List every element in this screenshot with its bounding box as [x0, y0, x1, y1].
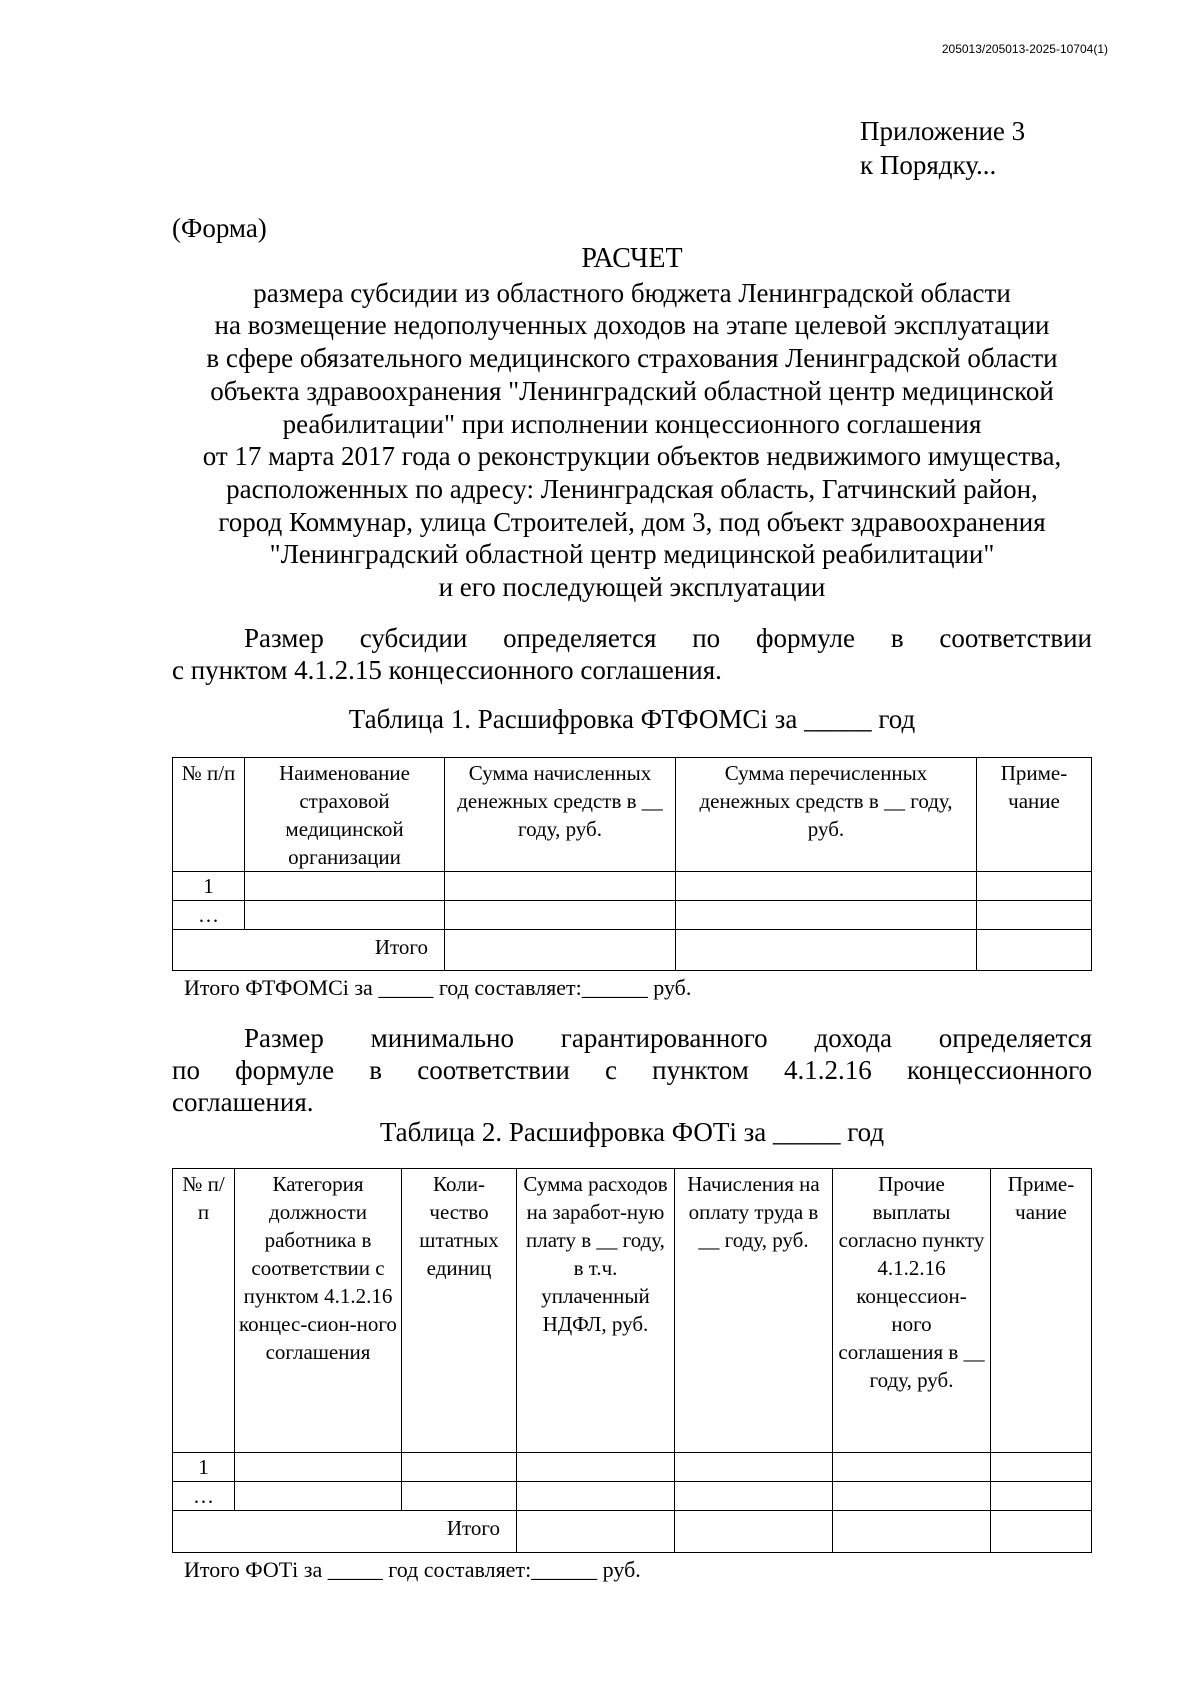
ftfoms-total-line: Итого ФТФОМСi за _____ год составляет:______ руб.	[184, 975, 692, 1000]
cell	[517, 1482, 675, 1511]
cell	[833, 1482, 991, 1511]
cell	[991, 1482, 1092, 1511]
document-id: 205013/205013-2025-10704(1)	[941, 42, 1108, 56]
header-num: № п/п	[173, 1169, 235, 1453]
header-staff-count: Коли-чество штатных единиц	[402, 1169, 517, 1453]
cell	[977, 901, 1092, 930]
title-heading: РАСЧЕТ	[581, 243, 683, 274]
paragraph-line: Размер субсидии определяется по формуле в соответствии	[244, 623, 1092, 653]
paragraph-line: с пунктом 4.1.2.15 концессионного соглашения.	[172, 655, 722, 685]
cell	[517, 1453, 675, 1482]
cell	[402, 1482, 517, 1511]
paragraph-line: по формуле в соответствии с пунктом 4.1.2.16 концессионного	[172, 1055, 1092, 1085]
cell	[245, 872, 445, 901]
table-total-row	[173, 930, 1092, 971]
cell	[675, 1453, 833, 1482]
cell	[402, 1453, 517, 1482]
title-line: размера субсидии из областного бюджета Ленинградской области	[253, 277, 1011, 308]
title-line: в сфере обязательного медицинского страхования Ленинградской области	[206, 343, 1058, 374]
paragraph-line: соглашения.	[172, 1087, 314, 1117]
cell	[675, 1482, 833, 1511]
table-row	[173, 1453, 1092, 1482]
cell	[833, 1453, 991, 1482]
cell-num: 1	[173, 1453, 235, 1482]
cell	[235, 1453, 402, 1482]
title-line: от 17 марта 2017 года о реконструкции объектов недвижимого имущества,	[202, 441, 1062, 472]
cell-num: 1	[173, 872, 245, 901]
header-num: № п/п	[173, 758, 245, 872]
title-line: на возмещение недополученных доходов на этапе целевой эксплуатации	[214, 310, 1050, 341]
cell	[445, 872, 676, 901]
appendix-line1: Приложение 3	[860, 116, 1026, 146]
cell	[675, 1511, 833, 1553]
header-salary-expenses: Сумма расходов на заработ-ную плату в __ году, в т.ч. уплаченный НДФЛ, руб.	[517, 1169, 675, 1453]
cell	[235, 1482, 402, 1511]
table-row	[173, 901, 1092, 930]
cell	[676, 901, 977, 930]
document-title	[172, 243, 1092, 604]
table-fot	[172, 1168, 1092, 1553]
header-note: Приме-чание	[991, 1169, 1092, 1453]
table-ftfoms	[172, 757, 1092, 971]
header-insurer-name: Наименование страховой медицинской организации	[245, 758, 445, 872]
paragraph-min-income-formula	[172, 1022, 1092, 1118]
header-payroll-charges: Начисления на оплату труда в __ году, руб.	[675, 1169, 833, 1453]
title-line: реабилитации" при исполнении концессионного соглашения	[282, 408, 982, 439]
title-line: расположенных по адресу: Ленинградская область, Гатчинский район,	[226, 473, 1038, 504]
table2-caption: Таблица 2. Расшифровка ФОТi за _____ год	[379, 1117, 885, 1147]
header-position-category: Категория должности работника в соответствии с пунктом 4.1.2.16 концес-сион-ного соглашения	[235, 1169, 402, 1453]
cell	[676, 872, 977, 901]
cell	[991, 1511, 1092, 1553]
header-other-payments: Прочие выплаты согласно пункту 4.1.2.16 концессион-ного соглашения в __ году, руб.	[833, 1169, 991, 1453]
total-label: Итого	[173, 930, 445, 971]
fot-total-line: Итого ФОТi за _____ год составляет:______ руб.	[184, 1557, 641, 1582]
table1-caption: Таблица 1. Расшифровка ФТФОМСi за _____ год	[348, 704, 916, 734]
title-line: город Коммунар, улица Строителей, дом 3, под объект здравоохранения	[218, 506, 1046, 537]
table-header-row	[173, 758, 1092, 872]
cell	[445, 901, 676, 930]
cell	[833, 1511, 991, 1553]
table-header-row	[173, 1169, 1092, 1453]
header-note: Приме-чание	[977, 758, 1092, 872]
title-line: "Ленинградский областной центр медицинской реабилитации"	[269, 539, 995, 570]
cell	[517, 1511, 675, 1553]
cell-num: …	[173, 901, 245, 930]
cell	[977, 930, 1092, 971]
appendix-reference	[860, 114, 1025, 182]
table-row	[173, 1482, 1092, 1511]
form-label: (Форма)	[172, 213, 267, 243]
title-line: объекта здравоохранения "Ленинградский областной центр медицинской	[210, 375, 1054, 406]
appendix-line2: к Порядку...	[860, 150, 997, 180]
header-transferred-sum: Сумма перечисленных денежных средств в __ году, руб.	[676, 758, 977, 872]
paragraph-subsidy-formula	[172, 622, 1092, 686]
cell	[977, 872, 1092, 901]
cell	[445, 930, 676, 971]
cell	[676, 930, 977, 971]
paragraph-line: Размер минимально гарантированного дохода определяется	[244, 1023, 1092, 1053]
cell-num: …	[173, 1482, 235, 1511]
table-row	[173, 872, 1092, 901]
cell	[245, 901, 445, 930]
header-accrued-sum: Сумма начисленных денежных средств в __ году, руб.	[445, 758, 676, 872]
cell	[991, 1453, 1092, 1482]
table-total-row	[173, 1511, 1092, 1553]
title-line: и его последующей эксплуатации	[438, 572, 826, 603]
total-label: Итого	[173, 1511, 517, 1553]
